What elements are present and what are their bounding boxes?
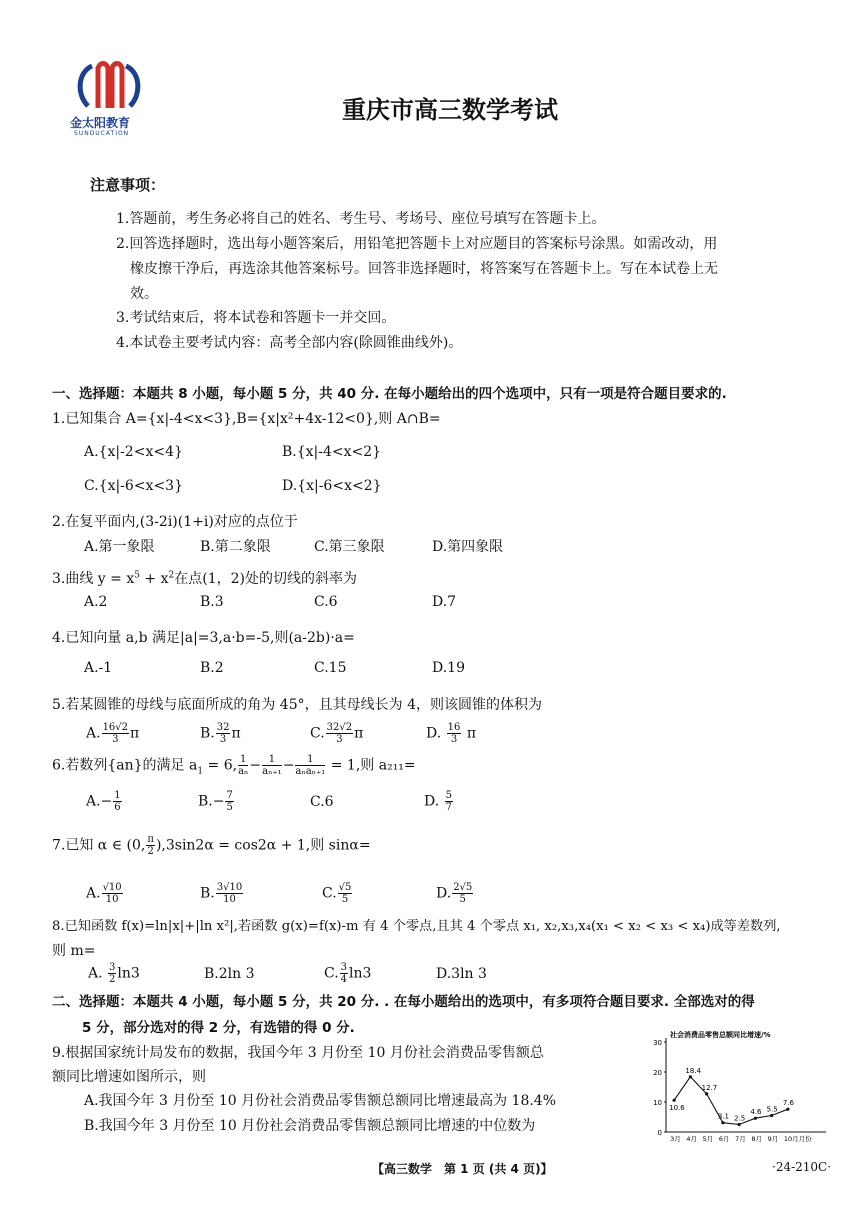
q6-option-b (198, 790, 235, 813)
q7-a-frac (102, 882, 123, 905)
q6-f1-den: aₙ (238, 766, 249, 777)
q7-frac (146, 834, 155, 857)
q5-c-num: 32√2 (326, 722, 353, 733)
q7-c-den: 5 (341, 894, 349, 905)
q3-option-d: D.7 (432, 594, 457, 610)
chart-y-tick-label: 30 (653, 1039, 662, 1047)
growth-chart-svg (636, 1026, 836, 1148)
page-title: 重庆市高三数学考试 (342, 96, 558, 124)
q2-stem: 2.在复平面内,(3-2i)(1+i)对应的点位于 (52, 514, 298, 530)
q8-c-frac (340, 962, 348, 985)
q8-c-den: 4 (340, 974, 348, 985)
q7-b-num: 3√10 (216, 882, 243, 893)
chart-series-line (674, 1077, 788, 1125)
q8-c-post: ln3 (349, 965, 372, 982)
q7-option-c (322, 882, 353, 905)
chart-point (738, 1123, 741, 1126)
chart-point (689, 1075, 692, 1078)
q5-a-num: 16√2 (102, 722, 129, 733)
q7-a-den: 10 (105, 894, 119, 905)
q7-stem-pre: 7.已知 α ∈ (0, (52, 837, 146, 854)
q5-b-den: 3 (219, 734, 227, 745)
q6-a-num: 1 (114, 790, 121, 801)
q6-minus-1: − (249, 757, 262, 774)
chart-y-tick-label: 10 (653, 1099, 662, 1107)
q5-c-den: 3 (336, 734, 343, 745)
q6-a-frac (113, 790, 121, 813)
q7-f-den: 2 (147, 846, 154, 857)
q7-b-frac (216, 882, 243, 905)
q2-option-d: D.第四象限 (432, 539, 504, 555)
logo-subtext: SUNDUCATION (74, 130, 130, 137)
q7-d-frac (452, 882, 473, 905)
q6-minus-2: − (282, 757, 295, 774)
chart-data-label: 2.5 (734, 1114, 746, 1123)
chart-x-tick-label: 8月 (751, 1135, 763, 1143)
q6-f3-num: 1 (295, 754, 325, 766)
q8-stem-line-2: 则 m= (52, 943, 96, 959)
chart-y-tick-label: 0 (657, 1129, 662, 1137)
notice-item-3: 3.考试结束后，将本试卷和答题卡一并交回。 (116, 310, 396, 326)
chart-data-label: 3.1 (717, 1112, 730, 1121)
q5-d-den: 3 (450, 734, 458, 745)
q6-b-frac (225, 790, 233, 813)
q5-d-pi: π (462, 725, 477, 742)
q5-a-label: A. (86, 725, 101, 742)
chart-data-label: 12.7 (701, 1083, 718, 1092)
q2-option-b: B.第二象限 (200, 539, 271, 555)
q8-option-b: B.2ln 3 (204, 966, 255, 982)
q6-sub-1: 1 (197, 766, 204, 777)
q6-a-label: A.− (86, 793, 113, 810)
q8-a-den: 2 (109, 974, 116, 985)
chart-point (721, 1121, 724, 1124)
q5-c-pi: π (354, 725, 364, 742)
q6-frac-2 (262, 754, 282, 777)
q4-option-a: A.-1 (84, 660, 113, 676)
q6-f3-den: aₙaₙ₊₁ (295, 766, 326, 777)
q5-a-den: 3 (112, 734, 119, 745)
q6-d-num: 5 (445, 790, 453, 801)
q8-a-label: A. (88, 965, 108, 982)
page-code: ·24-210C· (772, 1160, 832, 1174)
q2-option-c: C.第三象限 (314, 539, 385, 555)
notice-heading: 注意事项： (90, 176, 166, 194)
q3-stem-mid: + x (139, 571, 169, 587)
chart-title: 社会消费品零售总额同比增速/% (670, 1031, 771, 1039)
q8-a-post: ln3 (117, 965, 140, 982)
chart-y-tick-label: 20 (653, 1069, 662, 1077)
chart-point (770, 1114, 773, 1117)
q5-d-label: D. (426, 725, 446, 742)
logo-mark-icon (70, 58, 148, 114)
q7-f-num: π (147, 834, 154, 845)
chart-x-tick-label: 10月月份 (783, 1135, 812, 1143)
q8-option-a (88, 962, 140, 985)
q5-d-frac (447, 722, 462, 745)
q5-c-frac (326, 722, 353, 745)
q6-option-d (424, 790, 454, 813)
q6-f1-num: 1 (240, 754, 247, 765)
q9-stem-line-1: 9.根据国家统计局发布的数据，我国今年 3 月份至 10 月份社会消费品零售额总 (52, 1045, 544, 1061)
q7-b-den: 10 (223, 894, 236, 905)
chart-x-tick-label: 4月 (686, 1135, 698, 1143)
q6-option-c: C.6 (310, 794, 334, 810)
q6-d-frac (445, 790, 453, 813)
q6-stem-post: = 1,则 a₂₁₁= (326, 757, 416, 774)
q6-frac-1 (238, 754, 248, 777)
q7-d-num: 2√5 (453, 882, 473, 893)
q7-option-a (86, 882, 124, 905)
q1-option-a: A.{x|-2<x<4} (84, 444, 183, 460)
q4-option-c: C.15 (314, 660, 347, 676)
logo (70, 58, 148, 138)
notice-item-2-end: 效。 (130, 286, 158, 302)
q7-a-label: A. (86, 885, 101, 902)
q9-option-b: B.我国今年 3 月份至 10 月份社会消费品零售额总额同比增速的中位数为 (84, 1118, 536, 1134)
q3-option-a: A.2 (84, 594, 108, 610)
q5-stem: 5.若某圆锥的母线与底面所成的角为 45°，且其母线长为 4，则该圆锥的体积为 (52, 697, 542, 713)
chart-data-label: 5.5 (766, 1105, 778, 1114)
q7-option-b (200, 882, 244, 905)
q3-option-c: C.6 (314, 594, 338, 610)
q8-c-label: C. (324, 965, 339, 982)
chart-data-label: 18.4 (685, 1066, 701, 1075)
section-2-heading-line-1: 二、选择题：本题共 4 小题，每小题 5 分，共 20 分. . 在每小题给出的选项中，有多项符合题目要求. 全部选对的得 (52, 994, 755, 1010)
q5-option-d (426, 722, 476, 745)
q3-stem (52, 568, 357, 588)
chart-point (786, 1108, 789, 1111)
q6-stem-pre: 6.若数列{an}的满足 a (52, 757, 198, 774)
q9-stem-line-2: 额同比增速如图所示，则 (52, 1069, 206, 1085)
q5-option-b (200, 722, 241, 745)
q7-a-num: √10 (102, 882, 122, 893)
q6-d-den: 7 (445, 802, 453, 813)
q8-stem-line-1: 8.已知函数 f(x)=ln|x|+|ln x²|,若函数 g(x)=f(x)-m 有 4 个零点,且其 4 个零点 x₁, x₂,x₃,x₄(x₁ < x₂ < x₃ < x₄)成等差数列, (52, 919, 781, 934)
q2-option-a: A.第一象限 (84, 539, 155, 555)
q8-option-c (324, 962, 371, 985)
chart-x-tick-label: 5月 (702, 1135, 714, 1143)
chart-data-label: 10.6 (669, 1104, 685, 1113)
q6-eq: = 6, (203, 757, 238, 774)
q7-d-den: 5 (459, 894, 466, 905)
chart-x-tick-label: 9月 (767, 1135, 779, 1143)
q6-b-den: 5 (226, 802, 233, 813)
q1-option-d: D.{x|-6<x<2} (282, 478, 382, 494)
q1-stem: 1.已知集合 A={x|-4<x<3},B={x|x²+4x-12<0},则 A∩B= (52, 411, 441, 427)
q7-c-label: C. (322, 885, 337, 902)
q1-option-b: B.{x|-4<x<2} (282, 444, 382, 460)
q6-frac-3 (295, 754, 325, 777)
chart-x-tick-label: 3月 (670, 1135, 681, 1143)
q3-option-b: B.3 (200, 594, 224, 610)
q6-f2-num: 1 (262, 754, 282, 766)
growth-chart (636, 1026, 836, 1148)
q4-stem: 4.已知向量 a,b 满足|a|=3,a·b=-5,则(a-2b)·a= (52, 630, 355, 646)
chart-point (754, 1117, 757, 1120)
notice-item-4: 4.本试卷主要考试内容：高考全部内容(除圆锥曲线外)。 (116, 335, 463, 351)
q4-option-d: D.19 (432, 660, 465, 676)
q7-stem (52, 834, 371, 857)
q6-b-num: 7 (226, 790, 233, 801)
q6-d-label: D. (424, 793, 444, 810)
q4-option-b: B.2 (200, 660, 224, 676)
q1-option-c: C.{x|-6<x<3} (84, 478, 183, 494)
q5-d-num: 16 (447, 722, 461, 733)
notice-item-2-cont: 橡皮擦干净后，再选涂其他答案标号。回答非选择题时，将答案写在答题卡上。写在本试卷上无 (130, 261, 718, 277)
q7-c-frac (338, 882, 353, 905)
chart-x-tick-label: 6月 (718, 1135, 730, 1143)
q3-stem-post: 在点(1，2)处的切线的斜率为 (174, 571, 357, 587)
q5-option-a (86, 722, 139, 745)
q7-option-d (436, 882, 474, 905)
q5-a-pi: π (130, 725, 140, 742)
q7-stem-post: ),3sin2α = cos2α + 1,则 sinα= (155, 837, 371, 854)
notice-item-2: 2.回答选择题时，选出每小题答案后，用铅笔把答题卡上对应题目的答案标号涂黑。如需改动，用 (116, 236, 718, 252)
chart-data-label: 4.6 (750, 1108, 762, 1117)
q6-option-a (86, 790, 123, 813)
chart-point (705, 1092, 708, 1095)
q5-b-frac (216, 722, 231, 745)
q5-option-c (310, 722, 363, 745)
q5-b-num: 32 (216, 722, 230, 733)
q3-stem-pre: 3.曲线 y = x (52, 571, 135, 587)
q7-c-num: √5 (338, 882, 352, 893)
q5-b-pi: π (231, 725, 241, 742)
q5-b-label: B. (200, 725, 215, 742)
notice-item-1: 1.答题前，考生务必将自己的姓名、考生号、考场号、座位号填写在答题卡上。 (116, 211, 606, 227)
q5-c-label: C. (310, 725, 325, 742)
logo-text: 金太阳教育 (70, 116, 131, 130)
q8-c-num: 3 (340, 962, 348, 973)
q6-f2-den: aₙ₊₁ (262, 766, 282, 777)
q6-b-label: B.− (198, 793, 225, 810)
q8-option-d: D.3ln 3 (436, 966, 487, 982)
page-footer: 【高三数学 第 1 页 (共 4 页)】 (372, 1162, 553, 1176)
chart-data-label: 7.6 (782, 1099, 795, 1108)
q3-exp-2: 2 (168, 570, 175, 581)
q9-option-a: A.我国今年 3 月份至 10 月份社会消费品零售额总额同比增速最高为 18.4% (84, 1093, 557, 1109)
q3-exp-1: 5 (134, 570, 140, 581)
q8-a-num: 3 (109, 962, 116, 973)
section-1-heading: 一、选择题：本题共 8 小题，每小题 5 分，共 40 分. 在每小题给出的四个选项中，只有一项是符合题目要求的. (52, 386, 727, 402)
chart-point (673, 1099, 676, 1102)
q8-a-frac (108, 962, 116, 985)
q7-d-label: D. (436, 885, 452, 902)
q5-a-frac (102, 722, 129, 745)
chart-x-tick-label: 7月 (735, 1135, 746, 1143)
section-2-heading-line-2: 5 分，部分选对的得 2 分，有选错的得 0 分. (82, 1020, 355, 1036)
q6-a-den: 6 (114, 802, 121, 813)
q7-b-label: B. (200, 885, 215, 902)
q6-stem (52, 754, 416, 777)
